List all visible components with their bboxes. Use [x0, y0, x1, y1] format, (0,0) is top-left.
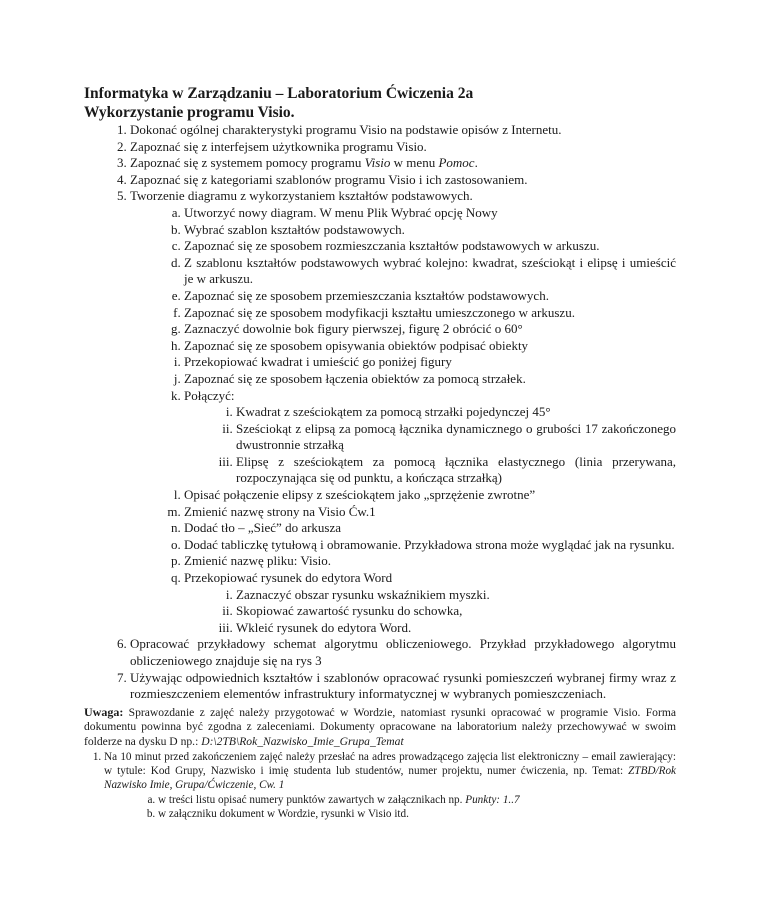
note-paragraph	[84, 705, 676, 750]
note-item-1-text: Na 10 minut przed zakończeniem zajęć należy przesłać na adres prowadzącego zajęcia list elektroniczny – email zawierający: w tytule: Kod Grupy, Nazwisko i imię studenta lub studentów, numer projektu, numer ćwiczenia, np. Temat:	[104, 750, 676, 777]
step-5k	[184, 388, 676, 488]
document-title: Informatyka w Zarządzaniu – Laboratorium Ćwiczenia 2a	[84, 85, 474, 102]
note-path: D:\2TB\Rok_Nazwisko_Imie_Grupa_Temat	[201, 734, 404, 748]
step-5p: p. Zmienić nazwę pliku: Visio.	[184, 553, 676, 570]
step-5m: m. Zmienić nazwę strony na Visio Ćw.1	[184, 504, 676, 521]
step-5a: a. Utworzyć nowy diagram. W menu Plik Wybrać opcję Nowy	[184, 205, 676, 222]
step-5q-text: Przekopiować rysunek do edytora Word	[184, 570, 393, 586]
step-5q-ii: ii. Skopiować zawartość rysunku do schowka,	[236, 603, 676, 620]
step-5n: n. Dodać tło – „Sieć” do arkusza	[184, 520, 676, 537]
step-5o: o. Dodać tabliczkę tytułową i obramowanie. Przykładowa strona może wyglądać jak na rysunku.	[184, 537, 676, 554]
step-5-text: Tworzenie diagramu z wykorzystaniem kształtów podstawowych.	[130, 188, 473, 204]
document-subtitle: Wykorzystanie programu Visio.	[84, 104, 295, 121]
step-3-text-a: Zapoznać się z systemem pomocy programu	[130, 155, 365, 171]
step-5k-ii: ii. Sześciokąt z elipsą za pomocą łącznika dynamicznego o grubości 17 zakończonego dwustronnie strzałką	[236, 421, 676, 454]
step-5q-iii: iii. Wkleić rysunek do edytora Word.	[236, 620, 676, 637]
step-5k-sublist	[184, 404, 676, 487]
note-sub-a-text: w treści listu opisać numery punktów zawartych w załącznikach np.	[158, 793, 466, 806]
step-5q-i: i. Zaznaczyć obszar rysunku wskaźnikiem myszki.	[236, 587, 676, 604]
step-5j: j. Zapoznać się ze sposobem łączenia obiektów za pomocą strzałek.	[184, 371, 676, 388]
step-4: 4. Zapoznać się z kategoriami szablonów programu Visio i ich zastosowaniem.	[130, 172, 676, 189]
step-3-program: Visio	[364, 155, 391, 171]
step-5e: e. Zapoznać się ze sposobem przemieszczania kształtów podstawowych.	[184, 288, 676, 305]
note-sub-b-text: w załączniku dokument w Wordzie, rysunki w Visio itd.	[158, 808, 409, 821]
step-5f: f. Zapoznać się ze sposobem modyfikacji kształtu umieszczonego w arkuszu.	[184, 305, 676, 322]
note-item-1-example: ZTBD/Rok Nazwisko Imie, Grupa/Ćwiczenie, Cw. 1	[104, 764, 676, 792]
step-5q	[184, 570, 676, 636]
step-5g: g. Zaznaczyć dowolnie bok figury pierwszej, figurę 2 obrócić o 60°	[184, 321, 676, 338]
step-3-text-c: w menu	[390, 155, 439, 171]
step-5l: l. Opisać połączenie elipsy z sześciokątem jako „sprzężenie zwrotne”	[184, 487, 676, 504]
step-5q-sublist	[184, 587, 676, 637]
note-sublist	[104, 793, 676, 822]
step-1: 1. Dokonać ogólnej charakterystyki programu Visio na podstawie opisów z Internetu.	[130, 122, 676, 139]
document-page	[84, 84, 676, 822]
step-5i: i. Przekopiować kwadrat i umieścić go poniżej figury	[184, 354, 676, 371]
step-2: 2. Zapoznać się z interfejsem użytkownika programu Visio.	[130, 139, 676, 156]
step-5k-i: i. Kwadrat z sześciokątem za pomocą strzałki pojedynczej 45°	[236, 404, 676, 421]
step-6: 6. Opracować przykładowy schemat algorytmu obliczeniowego. Przykład przykładowego algorytmu obliczeniowego znajduje się na rys 3	[130, 636, 676, 669]
step-5k-text: Połączyć:	[184, 387, 235, 403]
note-item-1	[104, 750, 676, 822]
note-text-1: Sprawozdanie z zajęć należy przygotować w Wordzie, natomiast rysunki opracować w programie Visio. Forma dokumentu powinna być zgodna z zaleceniami. Dokumenty opracowane na laboratorium należy przechowywać w swoim folderze na dysku D np.:	[84, 705, 676, 748]
step-3-text-e: .	[474, 155, 478, 171]
step-5	[130, 188, 676, 636]
step-3-menu: Pomoc	[438, 155, 475, 171]
step-5k-iii: iii. Elipsę z sześciokątem za pomocą łącznika elastycznego (linia przerywana, rozpoczynająca się od punktu, a kończąca strzałką)	[236, 454, 676, 487]
step-5h: h. Zapoznać się ze sposobem opisywania obiektów podpisać obiekty	[184, 338, 676, 355]
note-sub-b	[158, 807, 676, 821]
note-list	[84, 750, 676, 822]
step-3	[130, 155, 676, 172]
step-7: 7. Używając odpowiednich kształtów i szablonów opracować rysunki pomieszczeń wybranej firmy wraz z rozmieszczeniem elementów infrastruktury informatycznej w wybranych pomieszczeniach.	[130, 670, 676, 703]
note-sub-a-example: Punkty: 1..7	[465, 793, 520, 806]
step-5-sublist	[130, 205, 676, 636]
note-label: Uwaga:	[84, 704, 124, 719]
main-steps-list	[84, 122, 676, 703]
step-5c: c. Zapoznać się ze sposobem rozmieszczania kształtów podstawowych w arkuszu.	[184, 238, 676, 255]
step-5b: b. Wybrać szablon kształtów podstawowych.	[184, 222, 676, 239]
note-sub-a	[158, 793, 676, 807]
step-5d: d. Z szablonu kształtów podstawowych wybrać kolejno: kwadrat, sześciokąt i elipsę i umieścić je w arkuszu.	[184, 255, 676, 288]
